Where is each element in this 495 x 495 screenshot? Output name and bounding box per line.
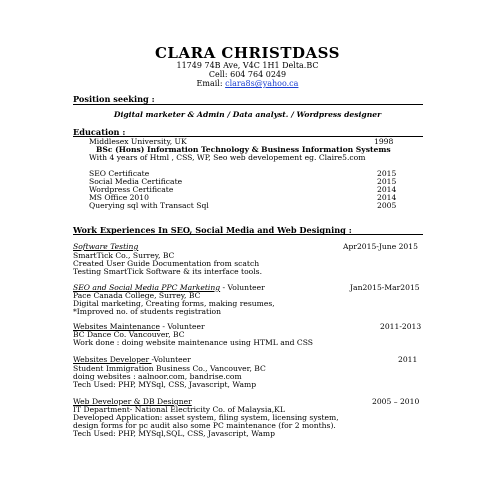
job-title-text: SEO and Social Media PPC Marketing: [73, 283, 221, 292]
job-line: *Improved no. of students registration: [73, 307, 221, 316]
cert-year: 2015: [377, 169, 397, 178]
job-date: 2011: [398, 355, 418, 364]
job-date: 2011-2013: [380, 322, 422, 331]
job-title-text: Web Developer & DB Designer: [73, 397, 192, 406]
cert-year: 2015: [377, 177, 397, 186]
job-title-suffix: - Volunteer: [220, 283, 265, 292]
cert-name: Querying sql with Transact Sql: [89, 201, 209, 210]
divider: [73, 104, 423, 105]
cert-year: 2005: [377, 201, 397, 210]
divider: [73, 234, 423, 235]
experience-summary: With 4 years of Html , CSS, WP, Seo web developement eg. Claire5.com: [89, 153, 366, 162]
job-line: Student Immigration Business Co., Vancouver, BC: [73, 364, 266, 373]
cert-name: Social Media Certificate: [89, 177, 183, 186]
position-heading: Position seeking :: [73, 94, 155, 104]
degree: BSc (Hons) Information Technology & Business Information Systems: [96, 145, 391, 154]
job-title-suffix: -Volunteer: [151, 355, 191, 364]
work-heading: Work Experiences In SEO, Social Media and Web Designing :: [73, 225, 352, 235]
job-title-text: Software Testing: [73, 242, 139, 251]
education-heading: Education :: [73, 127, 126, 137]
cert-name: SEO Certificate: [89, 169, 150, 178]
cert-year: 2014: [377, 185, 397, 194]
job-line: Tech Used: PHP, MYSql, CSS, Javascript, Wamp: [73, 380, 257, 389]
cert-name: MS Office 2010: [89, 193, 149, 202]
email-line: [0, 79, 495, 89]
cert-name: Wordpress Certificate: [89, 185, 174, 194]
job-line: Pace Canada College, Surrey, BC: [73, 291, 201, 300]
job-line: Work done : doing website maintenance using HTML and CSS: [73, 338, 314, 347]
applicant-name: CLARA CHRISTDASS: [154, 44, 341, 62]
email-label: Email:: [196, 79, 226, 88]
job-line: Created User Guide Documentation from scatch: [73, 259, 260, 268]
job-date: Apr2015-June 2015: [343, 242, 418, 251]
position-text: Digital marketer & Admin / Data analyst. / Wordpress designer: [113, 110, 382, 119]
cert-year: 2014: [377, 193, 397, 202]
job-title-suffix: - Volunteer: [159, 322, 205, 331]
job-title: [73, 355, 191, 364]
job-date: Jan2015-Mar2015: [350, 283, 420, 292]
phone: Cell: 604 764 0249: [208, 70, 287, 79]
job-line: BC Dance Co. Vancouver, BC: [73, 330, 185, 339]
university-year: 1998: [374, 137, 394, 146]
job-line: Digital marketing, Creating forms, making resumes,: [73, 299, 275, 308]
job-line: design forms for pc audit also some PC maintenance (for 2 months).: [73, 421, 336, 430]
address: 11749 74B Ave, V4C 1H1 Delta.BC: [176, 61, 319, 70]
university: Middlesex University, UK: [89, 137, 187, 146]
job-line: Testing SmartTick Software & its interface tools.: [73, 267, 262, 276]
job-date: 2005 – 2010: [372, 397, 420, 406]
job-title-text: Websites Developer: [73, 355, 152, 364]
job-line: doing websites : aalnoor.com, bandrise.com: [73, 372, 242, 381]
job-line: Tech Used: PHP, MYSql,SQL, CSS, Javascript, Wamp: [73, 429, 275, 438]
job-title: [73, 242, 138, 251]
email-link[interactable]: clara8s@yahoo.ca: [225, 79, 299, 88]
job-line: Developed Application: asset system, filing system, licensing system,: [73, 413, 339, 422]
job-line: SmartTick Co., Surrey, BC: [73, 251, 175, 260]
job-line: IT Department- National Electricity Co. of Malaysia,KL: [73, 405, 285, 414]
job-title-text: Websites Maintenance: [73, 322, 160, 331]
